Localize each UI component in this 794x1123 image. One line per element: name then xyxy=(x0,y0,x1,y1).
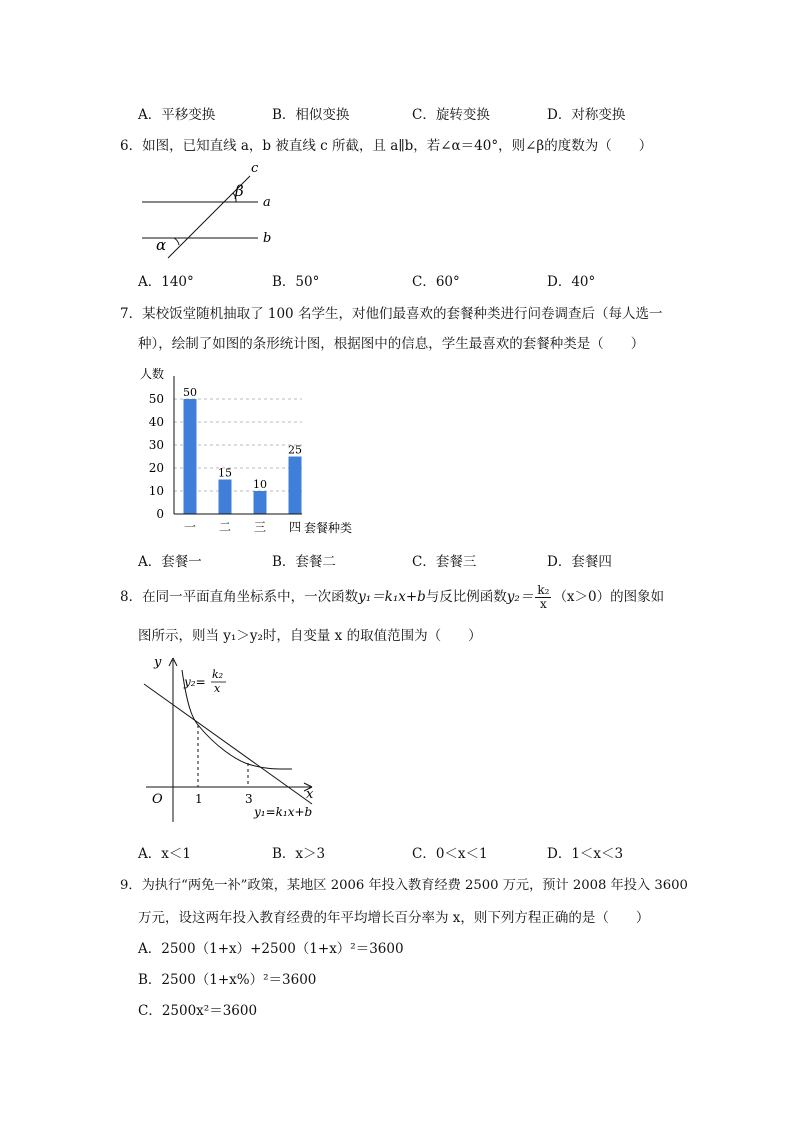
label-c: c xyxy=(251,161,259,176)
category-label: 一 xyxy=(183,520,197,534)
label-y: y xyxy=(154,655,162,670)
line-label: y₁=k₁x+b xyxy=(254,805,313,819)
q9-stem-line2: 万元，设这两年投入教育经费的年平均增长百分率为 x，则下列方程正确的是（ ） xyxy=(138,910,650,926)
bar-4 xyxy=(289,457,302,515)
q7-stem-line1: 7．某校饭堂随机抽取了 100 名学生，对他们最喜欢的套餐种类进行问卷调查后（每人选一 xyxy=(120,306,663,322)
q8-option-d[interactable]: D．1＜x＜3 xyxy=(547,846,624,862)
q7-option-a[interactable]: A．套餐一 xyxy=(138,554,202,570)
curve-label-num: k₂ xyxy=(212,668,224,681)
q5-option-a[interactable]: A．平移变换 xyxy=(138,107,216,123)
q5-option-b[interactable]: B．相似变换 xyxy=(272,107,350,123)
q6-figure xyxy=(130,158,290,263)
q9-option-c[interactable]: C．2500x²＝3600 xyxy=(138,1003,258,1019)
q8-stem-line2: 图所示，则当 y₁＞y₂时，自变量 x 的取值范围为（ ） xyxy=(138,628,482,644)
graph-line-y1 xyxy=(144,684,312,804)
category-label: 二 xyxy=(218,520,232,534)
tick-label-3: 3 xyxy=(245,792,253,806)
q8-y1-expr: y₁＝k₁x+b xyxy=(358,589,426,605)
q8-stem-part1: 8．在同一平面直角坐标系中，一次函数 xyxy=(120,589,359,605)
label-origin: O xyxy=(152,792,163,807)
label-alpha: α xyxy=(156,236,167,254)
q9-stem-line1: 9．为执行“两免一补”政策，某地区 2006 年投入教育经费 2500 万元，预计 2008 年投入 3600 xyxy=(120,878,688,893)
label-x: x xyxy=(306,787,314,802)
label-a: a xyxy=(263,195,271,210)
q6-option-a[interactable]: A．140° xyxy=(138,274,194,290)
q8-stem-part2: 与反比例函数 xyxy=(425,589,507,605)
y-tick-label: 40 xyxy=(148,415,164,429)
chart-xlabel: 套餐种类 xyxy=(304,521,353,535)
q8-option-a[interactable]: A．x＜1 xyxy=(138,846,191,862)
q6-option-d[interactable]: D．40° xyxy=(547,274,596,290)
q7-option-c[interactable]: C．套餐三 xyxy=(412,554,477,570)
bar-value-label: 10 xyxy=(253,478,267,491)
q8-y2-prefix: y₂＝ xyxy=(506,589,534,605)
q8-option-c[interactable]: C．0＜x＜1 xyxy=(412,846,488,862)
q8-graph xyxy=(136,652,336,830)
q9-option-b[interactable]: B．2500（1+x%）²＝3600 xyxy=(138,972,317,988)
curve-label-prefix: y₂= xyxy=(184,675,206,689)
y-tick-label: 10 xyxy=(148,484,164,498)
bar-1 xyxy=(184,399,197,514)
chart-ylabel: 人数 xyxy=(140,367,165,381)
bar-value-label: 50 xyxy=(183,386,197,399)
q8-stem-part3: （x＞0）的图象如 xyxy=(553,589,665,605)
q8-fraction xyxy=(535,584,551,611)
tick-label-1: 1 xyxy=(195,792,203,806)
angle-alpha-arc xyxy=(174,238,179,245)
category-label: 四 xyxy=(288,520,302,534)
bar-value-label: 15 xyxy=(218,466,232,480)
q7-bar-chart xyxy=(138,362,378,540)
q6-option-b[interactable]: B．50° xyxy=(272,274,320,290)
category-label: 三 xyxy=(253,520,267,534)
y-tick-label: 50 xyxy=(148,392,164,406)
q6-option-c[interactable]: C．60° xyxy=(412,274,460,290)
q8-stem-line1 xyxy=(120,584,664,611)
q7-stem-line2: 种），绘制了如图的条形统计图，根据图中的信息，学生最喜欢的套餐种类是（ ） xyxy=(138,336,645,352)
y-tick-label: 30 xyxy=(148,438,164,452)
q7-option-b[interactable]: B．套餐二 xyxy=(272,554,336,570)
bar-value-label: 25 xyxy=(288,443,302,457)
curve-label-den: x xyxy=(214,682,221,695)
y-tick-label: 0 xyxy=(156,507,164,521)
q5-option-d[interactable]: D．对称变换 xyxy=(547,107,626,123)
q9-option-a[interactable]: A．2500（1+x）+2500（1+x）²＝3600 xyxy=(138,941,404,957)
label-b: b xyxy=(263,231,272,246)
y-tick-label: 20 xyxy=(148,461,164,475)
q8-frac-num: k₂ xyxy=(537,583,550,597)
q5-option-c[interactable]: C．旋转变换 xyxy=(412,107,490,123)
bar-3 xyxy=(254,491,267,514)
bar-2 xyxy=(219,480,232,515)
q7-option-d[interactable]: D．套餐四 xyxy=(547,554,612,570)
label-beta: β xyxy=(235,182,244,200)
q8-frac-den: x xyxy=(540,597,547,611)
q8-option-b[interactable]: B．x＞3 xyxy=(272,846,326,862)
q6-stem: 6．如图，已知直线 a，b 被直线 c 所截，且 a∥b，若∠α＝40°，则∠β的度数为（ ） xyxy=(120,138,653,154)
